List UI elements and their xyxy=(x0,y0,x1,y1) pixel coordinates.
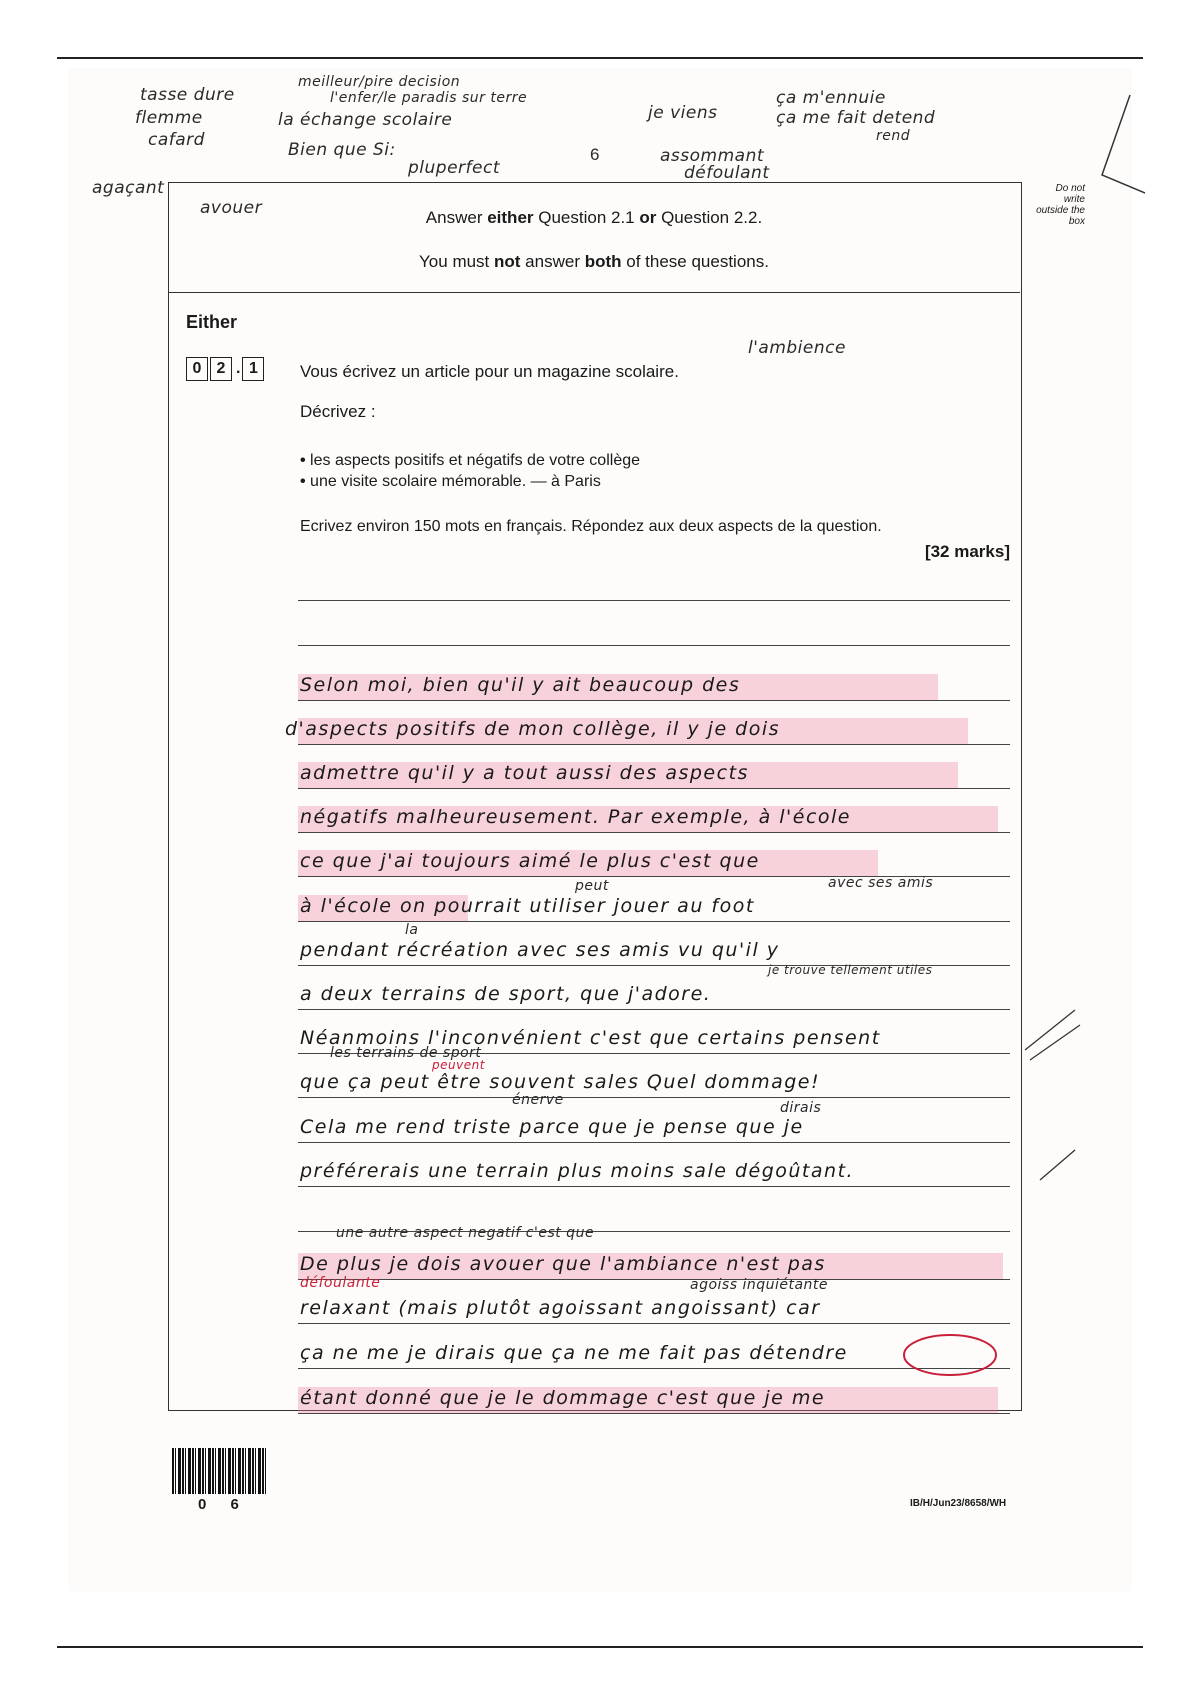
instr-text: Answer xyxy=(425,208,488,227)
ruled-line xyxy=(298,744,1010,745)
instr-text: You must xyxy=(419,252,495,271)
insert-inquietante: agoiss inquiétante xyxy=(690,1277,829,1293)
ruled-line xyxy=(298,832,1010,833)
ruled-line xyxy=(298,788,1010,789)
bottom-rule xyxy=(57,1646,1143,1648)
note-meilleur: meilleur/pire decision xyxy=(298,74,461,90)
page-number: 0 6 xyxy=(198,1496,249,1513)
instr-text: Question 2.1 xyxy=(533,208,640,227)
note-cafard: cafard xyxy=(148,130,205,150)
ruled-line xyxy=(298,1142,1010,1143)
insert-une-autre: une autre aspect negatif c'est que xyxy=(336,1225,595,1241)
instruction-line-1 xyxy=(168,208,1020,228)
side-note: Do not write outside the box xyxy=(1036,183,1085,227)
note-tasse-dure: tasse dure xyxy=(140,85,235,105)
margin-slash-mark xyxy=(1090,85,1150,205)
answer-line: De plus je dois avouer que l'ambiance n'est pas xyxy=(300,1253,826,1275)
ruled-line xyxy=(298,1279,1010,1280)
answer-line: à l'école on pourrait utiliser jouer au foot xyxy=(300,895,755,917)
note-ca-me-fait: ça me fait detend xyxy=(776,108,936,128)
note-ca-mennuie: ça m'ennuie xyxy=(776,88,886,108)
answer-line: Cela me rend triste parce que je pense que je xyxy=(300,1116,804,1138)
ruled-line xyxy=(298,645,1010,646)
question-instruction: Ecrivez environ 150 mots en français. Répondez aux deux aspects de la question. xyxy=(300,518,882,535)
note-defoulant: défoulant xyxy=(684,163,770,183)
instruction-line-2 xyxy=(168,252,1020,272)
question-bullets xyxy=(300,450,640,492)
instr-bold: either xyxy=(487,208,534,227)
insert-dirais: dirais xyxy=(780,1100,822,1116)
insert-les-terrains: les terrains de sport xyxy=(330,1045,482,1061)
note-echange: la échange scolaire xyxy=(278,110,453,130)
bullet-item: • les aspects positifs et négatifs de votre collège xyxy=(300,450,640,471)
question-decrivez: Décrivez : xyxy=(300,402,376,421)
answer-line: que ça peut être souvent sales Quel dommage! xyxy=(300,1071,821,1093)
answer-line: admettre qu'il y a tout aussi des aspects xyxy=(300,762,749,784)
instr-text: answer xyxy=(520,252,585,271)
answer-line: a deux terrains de sport, que j'adore. xyxy=(300,983,712,1005)
note-ambience: l'ambience xyxy=(748,338,846,358)
paper-code: IB/H/Jun23/8658/WH xyxy=(910,1498,1007,1509)
insert-je-trouve: je trouve tellement utiles xyxy=(768,963,933,977)
top-rule xyxy=(57,57,1143,59)
note-je-viens: je viens xyxy=(648,103,718,123)
ruled-line xyxy=(298,1323,1010,1324)
insert-peuvent: peuvent xyxy=(432,1058,485,1072)
question-prompt: Vous écrivez un article pour un magazine scolaire. xyxy=(300,362,679,381)
note-agacant: agaçant xyxy=(92,178,165,198)
instr-bold: or xyxy=(639,208,657,227)
ruled-line xyxy=(298,1413,1010,1414)
note-enfer: l'enfer/le paradis sur terre xyxy=(330,90,528,106)
insert-defoulante: défoulante xyxy=(300,1275,381,1291)
answer-line: étant donné que je le dommage c'est que je me xyxy=(300,1387,826,1409)
ruled-line xyxy=(298,600,1010,601)
qnum-digit: 0 xyxy=(186,357,208,381)
insert-peut: peut xyxy=(575,878,609,894)
ruled-line xyxy=(298,700,1010,701)
insert-la: la xyxy=(405,922,419,938)
ruled-line xyxy=(298,1186,1010,1187)
either-label: Either xyxy=(186,312,238,332)
instr-bold: not xyxy=(494,252,521,271)
qnum-digit: 1 xyxy=(242,357,264,381)
marks-label: [32 marks] xyxy=(924,542,1010,561)
note-avouer: avouer xyxy=(200,198,263,218)
answer-line: d'aspects positifs de mon collège, il y je dois xyxy=(285,718,781,740)
note-pluperfect: pluperfect xyxy=(408,158,500,178)
answer-line: négatifs malheureusement. Par exemple, à l'école xyxy=(300,806,851,828)
answer-line: relaxant (mais plutôt agoissant angoissant) car xyxy=(300,1297,821,1319)
instr-text: of these questions. xyxy=(621,252,769,271)
note-six: 6 xyxy=(590,145,600,164)
answer-line: préférerais une terrain plus moins sale dégoûtant. xyxy=(300,1160,855,1182)
answer-line: ce que j'ai toujours aimé le plus c'est que xyxy=(300,850,760,872)
ruled-line xyxy=(298,1097,1010,1098)
note-bien-que: Bien que Si: xyxy=(288,140,396,160)
answer-line: Néanmoins l'inconvénient c'est que certains pensent xyxy=(300,1027,881,1049)
question-number: 0 2 . 1 xyxy=(186,357,266,381)
answer-line: Selon moi, bien qu'il y ait beaucoup des xyxy=(300,674,741,696)
instr-text: Question 2.2. xyxy=(656,208,763,227)
qnum-digit: 2 xyxy=(210,357,232,381)
note-assommant: assommant xyxy=(660,146,765,166)
note-rend: rend xyxy=(876,128,911,144)
box-header xyxy=(168,182,1020,293)
ruled-line xyxy=(298,1009,1010,1010)
insert-enerve: énerve xyxy=(512,1092,564,1108)
margin-tick-marks xyxy=(1020,990,1090,1190)
insert-avec-ses-amis: avec ses amis xyxy=(828,875,934,891)
barcode xyxy=(172,1448,268,1494)
answer-line: ça ne me je dirais que ça ne me fait pas détendre xyxy=(300,1342,848,1364)
circle-mark xyxy=(900,1330,1000,1380)
answer-line: pendant récréation avec ses amis vu qu'il y xyxy=(300,939,780,961)
note-flemme: flemme xyxy=(135,108,203,128)
bullet-item: • une visite scolaire mémorable. — à Paris xyxy=(300,471,640,492)
instr-bold: both xyxy=(584,252,622,271)
